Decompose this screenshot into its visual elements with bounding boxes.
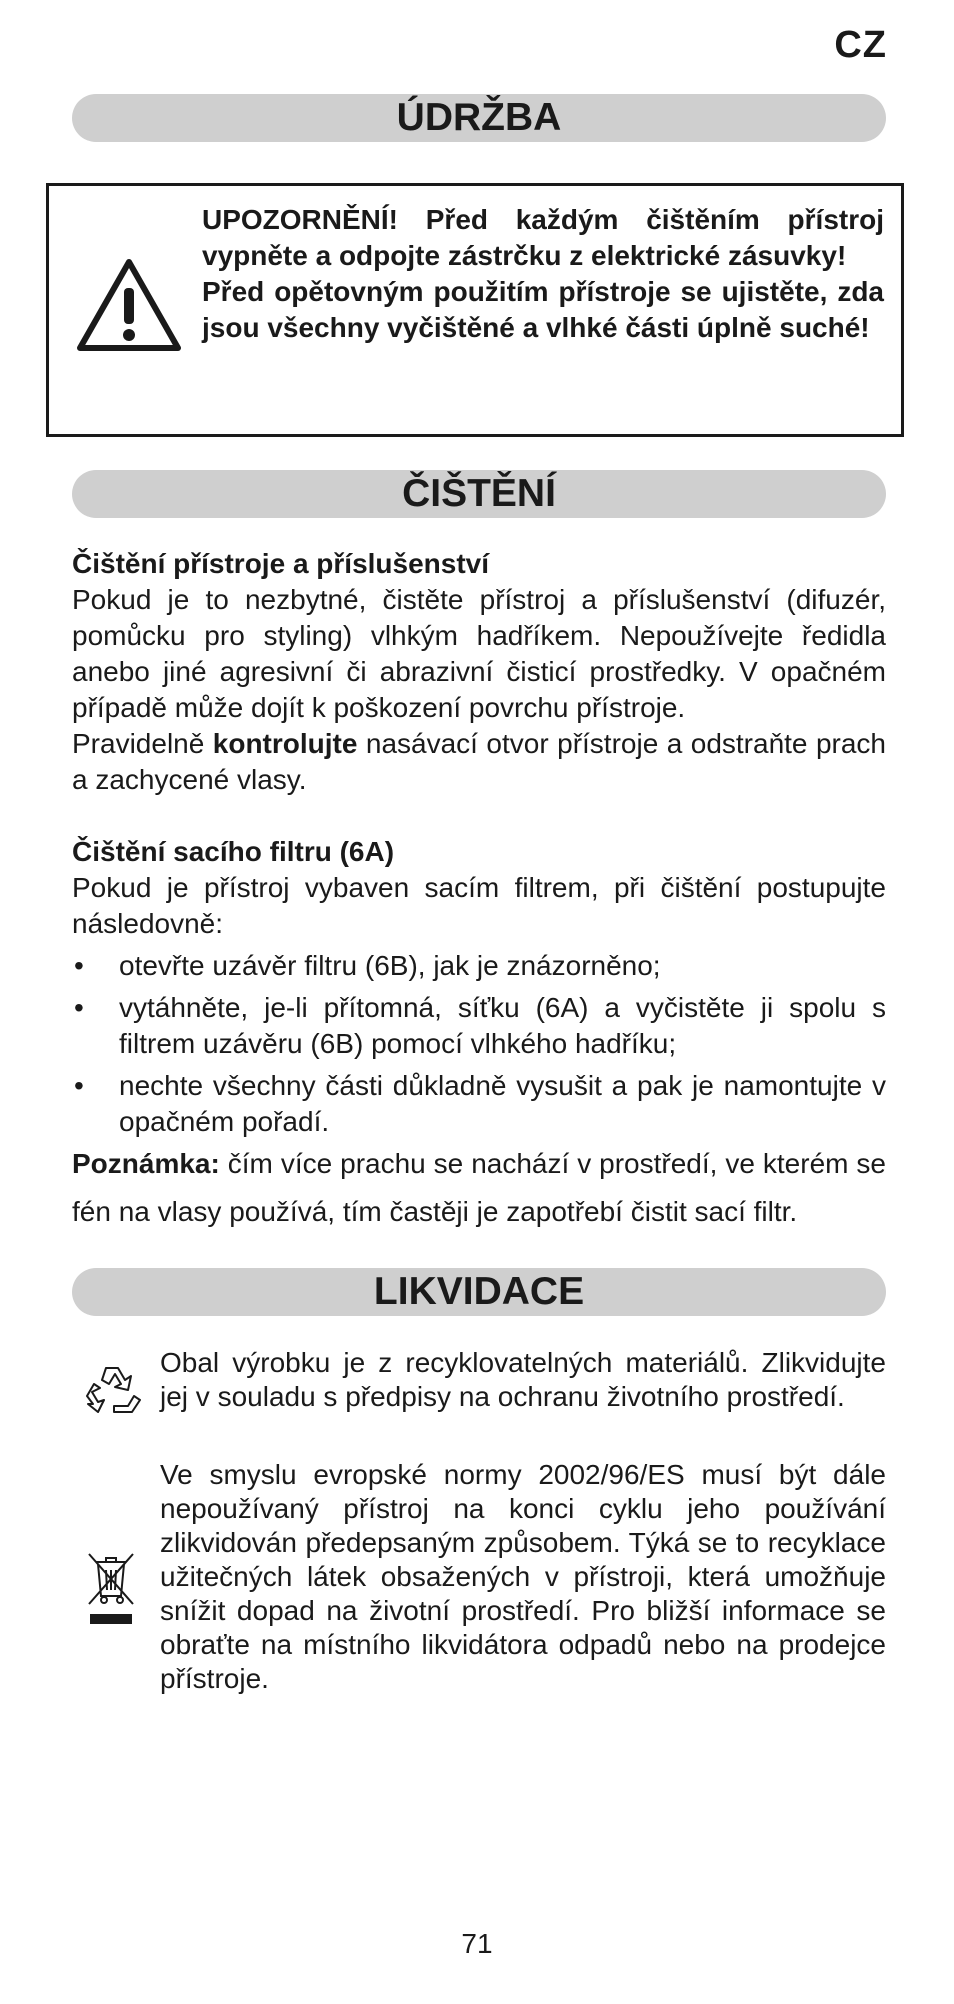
subheading-filter-cleaning: Čištění sacího filtru (6A) <box>72 836 395 867</box>
cleaning-paragraph-3: Pokud je přístroj vybaven sacím filtrem, při čištění postupujte následovně: <box>72 872 886 939</box>
list-item-text: nechte všechny části důkladně vysušit a pak je namontujte v opačném pořadí. <box>119 1070 886 1137</box>
note-label: Poznámka: <box>72 1148 220 1179</box>
p2-bold: kontrolujte <box>212 728 358 759</box>
spacer <box>72 798 886 834</box>
note-text: čím více prachu se nachází v prostředí, ve kterém se fén na vlasy používá, tím častěji je zapotřebí čistit sací filtr. <box>72 1148 886 1227</box>
note-paragraph <box>72 1140 886 1236</box>
cleaning-paragraph-2 <box>72 726 886 798</box>
filter-steps-list <box>72 948 886 1140</box>
bullet: • <box>74 950 84 981</box>
list-item-text: otevřte uzávěr filtru (6B), jak je znázorněno; <box>119 950 661 981</box>
warning-box <box>46 183 904 437</box>
list-item <box>72 948 886 984</box>
section-heading-maintenance: ÚDRŽBA <box>72 94 886 142</box>
recycle-icon <box>84 1362 146 1418</box>
section-heading-cleaning: ČIŠTĚNÍ <box>72 470 886 518</box>
cleaning-body <box>72 546 886 1236</box>
list-item <box>72 1068 886 1140</box>
recycle-text: Obal výrobku je z recyklovatelných materiálů. Zlikvidujte jej v souladu s předpisy na ochranu životního prostředí. <box>160 1347 886 1412</box>
weee-text: Ve smyslu evropské normy 2002/96/ES musí být dále nepoužívaný přístroj na konci cyklu jeho používání zlikvidován předepsaným způsobem. Týká se to recyklace užitečných látek obsažených v přístroji, která umožňuje snížit dopad na životní prostředí. Pro bližší informace se obraťte na místního likvidátora odpadů nebo na prodejce přístroje. <box>160 1459 886 1694</box>
subheading-device-cleaning: Čištění přístroje a příslušenství <box>72 548 490 579</box>
p2-text-a: Pravidelně <box>72 728 213 759</box>
list-item-text: vytáhněte, je-li přítomná, síťku (6A) a vyčistěte ji spolu s filtrem uzávěru (6B) pomocí vlhkého hadříku; <box>119 992 886 1059</box>
p2-text-b: nasávací otvor přístroje a odstraňte prach a zachycené vlasy. <box>72 728 886 795</box>
cleaning-paragraph-1: Pokud je to nezbytné, čistěte přístroj a příslušenství (difuzér, pomůcku pro styling) vlhkým hadříkem. Nepoužívejte ředidla anebo jiné agresivní či abrazivní čisticí prostředky. V opačném případě může dojít k poškození povrchu přístroje. <box>72 584 886 723</box>
language-code: CZ <box>834 24 887 66</box>
warning-line-1: UPOZORNĚNÍ! Před každým čištěním přístroj vypněte a odpojte zástrčku z elektrické zásuvky! <box>202 204 884 271</box>
section-heading-disposal: LIKVIDACE <box>72 1268 886 1316</box>
page-number: 71 <box>461 1928 493 1959</box>
list-item <box>72 990 886 1062</box>
warning-text <box>202 202 884 346</box>
warning-line-2: Před opětovným použitím přístroje se ujistěte, zda jsou všechny vyčištěné a vlhké části úplně suché! <box>202 276 884 343</box>
bullet: • <box>74 992 84 1023</box>
crossed-bin-icon <box>86 1552 136 1630</box>
bullet: • <box>74 1070 84 1101</box>
warning-triangle-icon <box>74 256 184 356</box>
